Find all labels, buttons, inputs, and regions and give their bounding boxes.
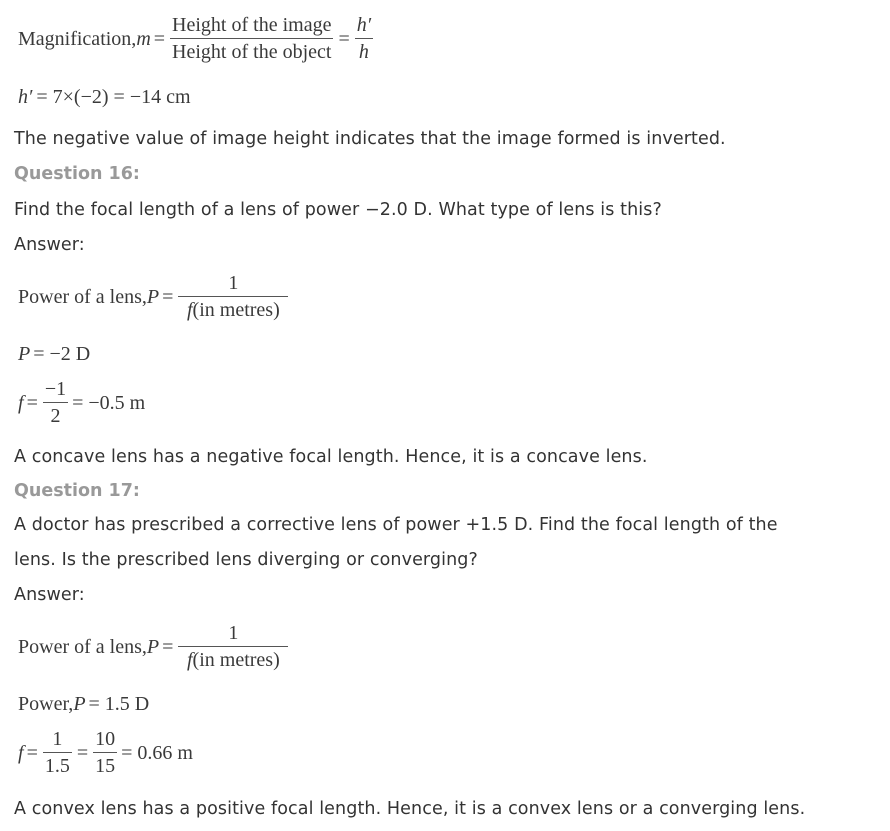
question-17-heading: Question 17: bbox=[14, 481, 140, 501]
image-height-equation bbox=[18, 86, 191, 109]
h-prime-symbol: h′ bbox=[18, 86, 33, 108]
fraction-numerator: 1 bbox=[178, 272, 288, 297]
fraction-numerator: h′ bbox=[355, 14, 373, 39]
f-symbol: f bbox=[186, 299, 193, 321]
question-17-answer-label: Answer: bbox=[14, 585, 85, 605]
given-power-value: = 1.5 D bbox=[88, 693, 150, 715]
magnification-fraction bbox=[170, 14, 333, 64]
fraction-numerator: −1 bbox=[43, 378, 68, 403]
magnification-label: Magnification, bbox=[18, 27, 137, 50]
given-prefix: Power, bbox=[18, 693, 74, 715]
power-symbol: P bbox=[73, 693, 86, 715]
q16-power-formula bbox=[18, 272, 290, 322]
focal-fraction bbox=[43, 378, 68, 428]
q16-given-power bbox=[18, 343, 90, 366]
power-label: Power of a lens, bbox=[18, 635, 147, 658]
fraction-denominator bbox=[185, 297, 282, 322]
power-fraction bbox=[178, 622, 288, 672]
question-17-conclusion: A convex lens has a positive focal length. Hence, it is a convex lens or a converging lens. bbox=[14, 799, 806, 819]
focal-result: = −0.5 m bbox=[72, 391, 146, 414]
power-symbol: P bbox=[18, 343, 31, 365]
equals-sign: = bbox=[76, 741, 89, 764]
image-height-rhs: = 7×(−2) = −14 cm bbox=[36, 86, 191, 108]
question-17-text-line-1: A doctor has prescribed a corrective lens of power +1.5 D. Find the focal length of the bbox=[14, 515, 778, 535]
question-17-text-line-2: lens. Is the prescribed lens diverging or converging? bbox=[14, 550, 478, 570]
fraction-numerator: Height of the image bbox=[170, 14, 333, 39]
f-symbol: f bbox=[18, 391, 24, 414]
question-16-answer-label: Answer: bbox=[14, 235, 85, 255]
power-symbol: P bbox=[146, 285, 160, 308]
q17-power-formula bbox=[18, 622, 290, 672]
focal-fraction-1 bbox=[43, 728, 72, 778]
fraction-denominator: 2 bbox=[50, 405, 61, 427]
power-symbol: P bbox=[146, 635, 160, 658]
negative-note: The negative value of image height indicates that the image formed is inverted. bbox=[14, 129, 726, 149]
fraction-numerator: 1 bbox=[178, 622, 288, 647]
magnification-symbol: m bbox=[136, 27, 151, 50]
equals-sign: = bbox=[26, 391, 38, 414]
power-fraction bbox=[178, 272, 288, 322]
in-metres-text: (in metres) bbox=[192, 299, 280, 321]
equals-sign: = bbox=[338, 27, 350, 50]
q16-focal-length-calc bbox=[18, 378, 145, 428]
f-symbol: f bbox=[18, 741, 24, 764]
question-16-text: Find the focal length of a lens of power −2.0 D. What type of lens is this? bbox=[14, 200, 662, 220]
q17-given-power bbox=[18, 693, 149, 716]
focal-result: = 0.66 m bbox=[121, 741, 193, 764]
f-symbol: f bbox=[186, 649, 193, 671]
power-label: Power of a lens, bbox=[18, 285, 147, 308]
fraction-denominator: 15 bbox=[95, 755, 116, 777]
fraction-numerator: 10 bbox=[93, 728, 117, 753]
fraction-denominator: Height of the object bbox=[172, 41, 332, 63]
question-16-conclusion: A concave lens has a negative focal length. Hence, it is a concave lens. bbox=[14, 447, 648, 467]
equals-sign: = bbox=[26, 741, 38, 764]
focal-fraction-2 bbox=[93, 728, 117, 778]
equals-sign: = bbox=[162, 635, 174, 658]
question-16-heading: Question 16: bbox=[14, 164, 140, 184]
fraction-denominator: 1.5 bbox=[44, 755, 70, 777]
fraction-denominator bbox=[185, 647, 282, 672]
magnification-formula bbox=[18, 14, 375, 64]
fraction-numerator: 1 bbox=[43, 728, 72, 753]
equals-sign: = bbox=[153, 27, 166, 50]
in-metres-text: (in metres) bbox=[192, 649, 280, 671]
fraction-denominator: h bbox=[358, 41, 369, 63]
h-ratio-fraction bbox=[355, 14, 373, 64]
given-power-value: = −2 D bbox=[33, 343, 91, 365]
equals-sign: = bbox=[162, 285, 174, 308]
q17-focal-length-calc bbox=[18, 728, 193, 778]
